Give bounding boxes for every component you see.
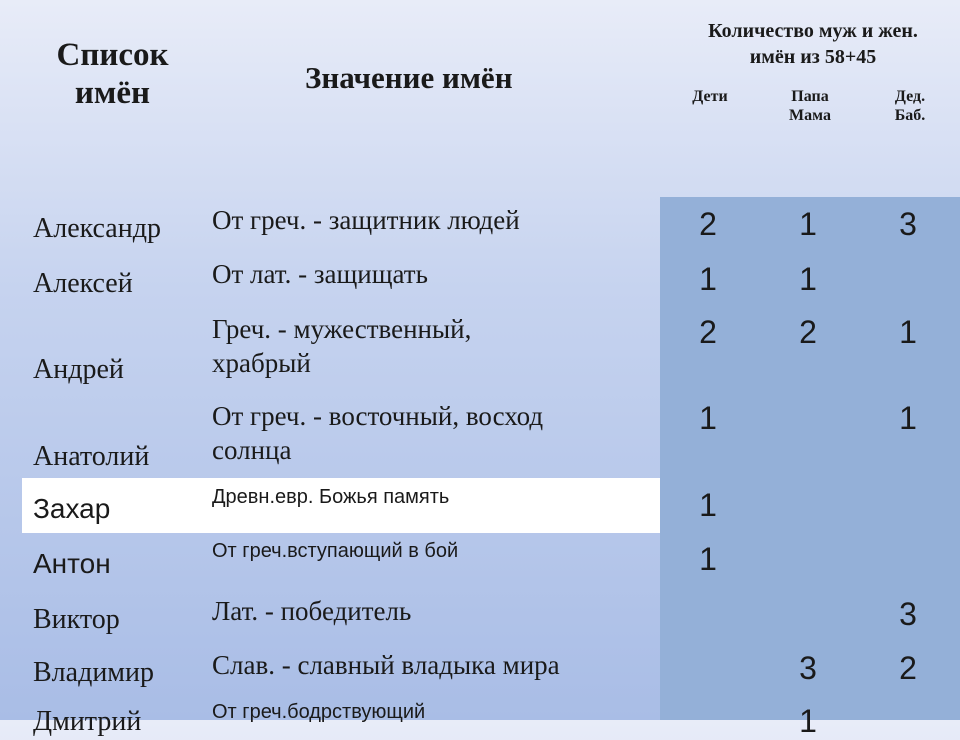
column-header-count-line1: Количество муж и жен. xyxy=(708,20,918,42)
row-name: Александр xyxy=(33,213,161,244)
row-children-count: 2 xyxy=(699,206,717,242)
row-meaning-continued: храбрый xyxy=(212,348,311,378)
row-name: Дмитрий xyxy=(33,706,142,737)
row-meaning: Слав. - славный владыка мира xyxy=(212,650,560,680)
subheader-parents xyxy=(770,87,850,125)
column-header-name-list xyxy=(30,36,195,112)
row-children-count: 1 xyxy=(699,400,717,436)
row-name: Антон xyxy=(33,548,111,579)
row-meaning: От греч.бодрствующий xyxy=(212,701,426,723)
row-children-count: 1 xyxy=(699,487,717,523)
row-parents-count: 1 xyxy=(799,206,817,242)
row-meaning: Греч. - мужественный, xyxy=(212,314,472,344)
row-grandparents-count: 3 xyxy=(899,206,917,242)
column-header-count xyxy=(668,18,958,70)
row-name: Владимир xyxy=(33,657,155,688)
row-name: Анатолий xyxy=(33,441,150,472)
row-name: Андрей xyxy=(33,354,124,385)
row-grandparents-count: 3 xyxy=(899,596,917,632)
row-grandparents-count: 2 xyxy=(899,650,917,686)
subheader-grandparents xyxy=(875,87,945,125)
column-header-count-line2: имён из 58+45 xyxy=(749,46,877,68)
row-grandparents-count: 1 xyxy=(899,314,917,350)
column-header-meaning: Значение имён xyxy=(305,60,513,95)
row-name: Виктор xyxy=(33,604,120,635)
row-name: Захар xyxy=(33,493,111,524)
row-parents-count: 1 xyxy=(799,261,817,297)
row-meaning: От греч.вступающий в бой xyxy=(212,540,459,562)
subheader-parents-line1: Папа xyxy=(791,88,829,105)
row-children-count: 1 xyxy=(699,261,717,297)
row-meaning: От лат. - защищать xyxy=(212,259,428,289)
row-meaning: От греч. - защитник людей xyxy=(212,205,520,235)
row-parents-count: 2 xyxy=(799,314,817,350)
row-meaning: Лат. - победитель xyxy=(212,596,412,626)
subheader-children: Дети xyxy=(692,88,728,105)
subheader-grandparents-line1: Дед. xyxy=(894,88,926,105)
row-parents-count: 1 xyxy=(799,703,817,739)
row-grandparents-count: 1 xyxy=(899,400,917,436)
subheader-grandparents-line2: Баб. xyxy=(894,107,926,124)
column-header-name-list-line1: Список xyxy=(56,37,169,73)
subheader-parents-line2: Мама xyxy=(789,107,831,124)
row-name: Алексей xyxy=(33,268,133,299)
row-meaning: Древн.евр. Божья память xyxy=(212,486,450,508)
row-children-count: 1 xyxy=(699,541,717,577)
row-meaning-continued: солнца xyxy=(212,435,292,465)
row-parents-count: 3 xyxy=(799,650,817,686)
row-meaning: От греч. - восточный, восход xyxy=(212,401,544,431)
row-children-count: 2 xyxy=(699,314,717,350)
column-header-name-list-line2: имён xyxy=(74,75,151,111)
